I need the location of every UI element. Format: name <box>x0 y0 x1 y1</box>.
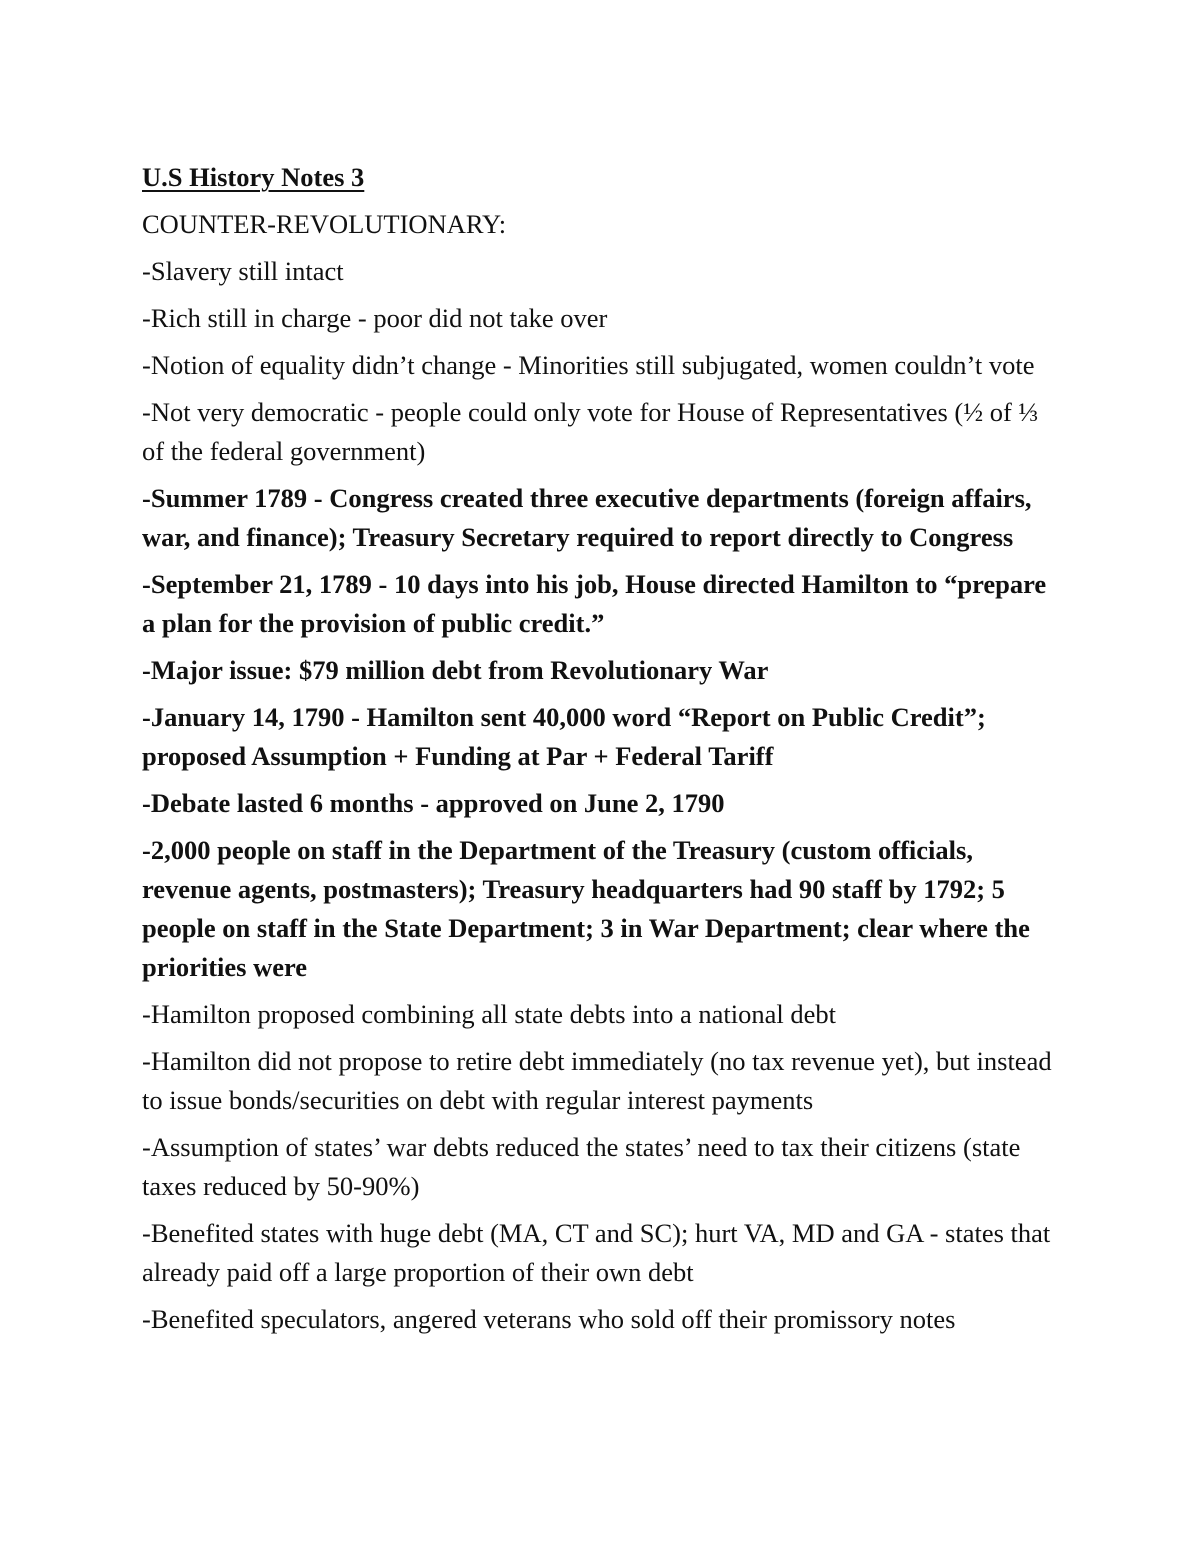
note-item-bold: -2,000 people on staff in the Department of the Treasury (custom officials, revenue agents, postmasters); Treasury headquarters had 90 staff by 1792; 5 people on staff in the State Department; 3 in War Department; clear where the priorities were <box>142 835 1030 982</box>
note-item-bold: -January 14, 1790 - Hamilton sent 40,000 word “Report on Public Credit”; proposed Assumption + Funding at Par + Federal Tariff <box>142 702 986 771</box>
note-item: -Not very democratic - people could only vote for House of Representatives (½ of ⅓ of the federal government) <box>142 397 1039 466</box>
section-heading: COUNTER-REVOLUTIONARY: <box>142 209 507 239</box>
document-title: U.S History Notes 3 <box>142 162 365 192</box>
note-item: -Rich still in charge - poor did not take over <box>142 303 608 333</box>
note-item: -Slavery still intact <box>142 256 344 286</box>
document-page <box>142 158 1057 1347</box>
note-item-bold: -Summer 1789 - Congress created three executive departments (foreign affairs, war, and finance); Treasury Secretary required to report directly to Congress <box>142 483 1032 552</box>
note-item: -Hamilton did not propose to retire debt immediately (no tax revenue yet), but instead to issue bonds/securities on debt with regular interest payments <box>142 1046 1052 1115</box>
note-item-bold: -Debate lasted 6 months - approved on June 2, 1790 <box>142 788 725 818</box>
note-item: -Notion of equality didn’t change - Minorities still subjugated, women couldn’t vote <box>142 350 1035 380</box>
note-item-bold: -Major issue: $79 million debt from Revolutionary War <box>142 655 769 685</box>
note-item: -Assumption of states’ war debts reduced the states’ need to tax their citizens (state taxes reduced by 50-90%) <box>142 1132 1021 1201</box>
note-item: -Benefited speculators, angered veterans who sold off their promissory notes <box>142 1304 956 1334</box>
note-item: -Hamilton proposed combining all state debts into a national debt <box>142 999 837 1029</box>
note-item-bold: -September 21, 1789 - 10 days into his job, House directed Hamilton to “prepare a plan for the provision of public credit.” <box>142 569 1047 638</box>
note-item: -Benefited states with huge debt (MA, CT and SC); hurt VA, MD and GA - states that already paid off a large proportion of their own debt <box>142 1218 1051 1287</box>
